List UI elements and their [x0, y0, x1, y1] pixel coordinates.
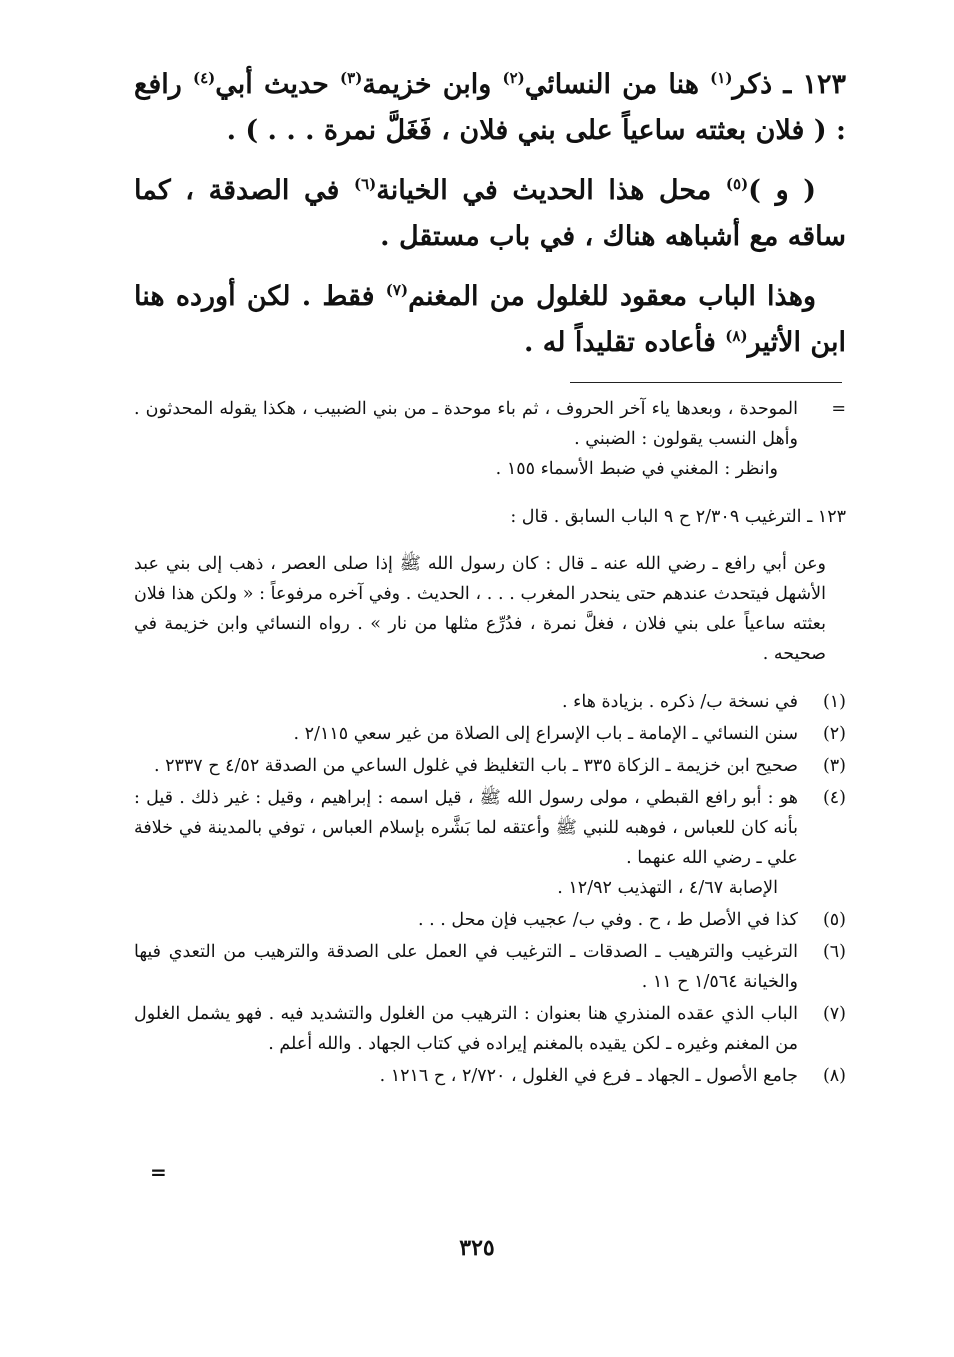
text-run: ١٢٣ ـ ذكر	[732, 69, 846, 100]
main-paragraph-2	[134, 168, 846, 260]
footnote-item	[134, 1061, 846, 1091]
footnote-text: صحيح ابن خزيمة ـ الزكاة ٣٣٥ ـ باب التغليظ في غلول الساعي من الصدقة ٤/٥٢ ح ٢٣٣٧ .	[153, 755, 798, 776]
main-paragraph-3	[134, 274, 846, 366]
footnote-item	[134, 783, 846, 903]
hadith-reference	[134, 502, 846, 670]
text-run: حديث أبي	[215, 69, 341, 100]
footnote-ref[interactable]: (٤)	[193, 69, 216, 87]
text-run: فقط . لكن أورده هنا ابن الأثير	[134, 281, 846, 358]
footnote-text: الترغيب والترهيب ـ الصدقات ـ الترغيب في العمل على الصدقة والترهيب من التعدي فيها والخيانة ١/٥٦٤ ح ١١ .	[134, 941, 798, 992]
footnote-text: الباب الذي عقده المنذري هنا بعنوان : الترهيب من الغلول والتشديد فيه . فهو يشمل الغلول من المغنم وغيره ـ لكن يقيده بالمغنم إيراده في كتاب الجهاد . والله أعلم .	[134, 1003, 798, 1054]
end-continuation-mark: =	[150, 1160, 167, 1184]
footnote-number: (٥)	[822, 909, 846, 930]
main-text	[134, 62, 846, 380]
text-run: ( و )	[748, 175, 816, 206]
footnote-ref[interactable]: (٥)	[725, 175, 749, 193]
text-run: وهذا الباب معقود للغلول من المغنم	[408, 281, 816, 312]
footnote-number: (٦)	[822, 941, 846, 962]
footnote-item	[134, 687, 846, 717]
footnote-number: (١)	[822, 691, 846, 712]
footnote-number: (٨)	[822, 1065, 846, 1086]
footnote-continuation	[134, 394, 846, 484]
footnote-ref[interactable]: (٧)	[385, 281, 409, 299]
footnote-text: سنن النسائي ـ الإمامة ـ باب الإسراع إلى الصلاة من غير سعي ٢/١١٥ .	[293, 723, 798, 744]
footnote-line: الموحدة ، وبعدها ياء آخر الحروف ، ثم باء موحدة ـ من بني الضبيب ، هكذا يقوله المحدثون . وأهل النسب يقولون : الضبني .	[134, 399, 798, 449]
text-run: في الصدقة ، كما ساقه مع أشباهه هناك ، في باب مستقل .	[134, 175, 846, 252]
footnote-number: (٣)	[822, 755, 846, 776]
footnote-text-extra: الإصابة ٤/٦٧ ، التهذيب ١٢/٩٢ .	[557, 877, 778, 898]
footnote-separator	[570, 382, 842, 383]
text-run: هنا من النسائي	[524, 69, 711, 100]
footnote-item	[134, 905, 846, 935]
text-run: رافع : ( فلان بعثته ساعياً على بني فلان ، فَغَلَّ نمرة . . . ) .	[134, 69, 846, 146]
footnote-text: كذا في الأصل ط ، ح . وفي ب/ عجيب فإن محل . . .	[418, 909, 798, 930]
footnote-ref[interactable]: (٦)	[353, 175, 377, 193]
hadith-reference-body: وعن أبي رافع ـ رضي الله عنه ـ قال : كان رسول الله ﷺ إذا صلى العصر ، ذهب إلى بني عبد الأشهل فيتحدث عندهم حتى ينحدر المغرب . . . ، الحديث . وفي آخره مرفوعاً : « ولكن هذا فلان بعثته ساعياً على بني فلان ، فغلَّ نمرة ، فدُرِّع مثلها من نار » . رواه النسائي وابن خزيمة في صحيحه .	[134, 554, 826, 664]
continuation-mark: =	[831, 399, 846, 419]
footnotes	[134, 394, 846, 1093]
footnote-item	[134, 719, 846, 749]
footnote-item	[134, 937, 846, 997]
footnote-ref[interactable]: (٨)	[725, 327, 748, 345]
footnote-text: في نسخة ب/ ذكره . بزيادة هاء .	[562, 691, 798, 712]
footnote-item	[134, 751, 846, 781]
footnote-ref[interactable]: (٢)	[502, 69, 525, 87]
text-run: فأعاده تقليداً له .	[524, 327, 726, 358]
footnote-text: هو : أبو رافع القبطي ، مولى رسول الله ﷺ ، قيل اسمه : إبراهيم ، وقيل : غير ذلك . قيل : بأنه كان للعباس ، فوهبه للنبي ﷺ وأعتقه لما بَشَّره بإسلام العباس ، توفي بالمدينة في خلافة علي ـ رضي الله عنهما .	[134, 787, 798, 868]
main-paragraph-1	[134, 62, 846, 154]
footnote-number: (٤)	[822, 787, 846, 808]
hadith-reference-head: ١٢٣ ـ الترغيب ٢/٣٠٩ ح ٩ الباب السابق . قال :	[510, 506, 846, 527]
footnote-text: جامع الأصول ـ الجهاد ـ فرع في الغلول ، ٢/٧٢٠ ، ح ١٢١٦ .	[379, 1065, 798, 1086]
footnote-line: وانظر : المغني في ضبط الأسماء ١٥٥ .	[495, 459, 778, 479]
page-number: ٣٢٥	[459, 1235, 495, 1261]
footnote-ref[interactable]: (٣)	[340, 69, 363, 87]
footnote-ref[interactable]: (١)	[710, 69, 733, 87]
footnote-number: (٧)	[822, 1003, 846, 1024]
text-run: وابن خزيمة	[362, 69, 503, 100]
footnote-item	[134, 999, 846, 1059]
footnote-number: (٢)	[822, 723, 846, 744]
text-run: محل هذا الحديث في الخيانة	[376, 175, 726, 206]
